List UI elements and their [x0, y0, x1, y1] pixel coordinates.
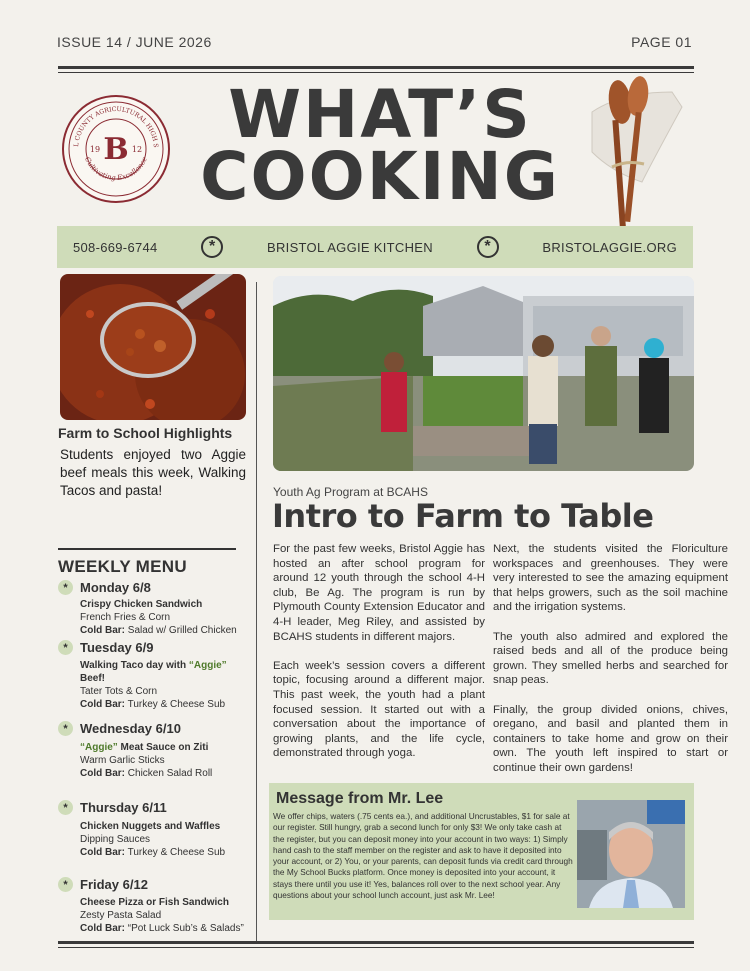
menu-day-wednesday: [58, 721, 181, 736]
article-paragraph: The youth also admired and explored the raised beds and all of the produce being grown. They smelled herbs and searched for snap peas.: [493, 630, 728, 687]
masthead-title: [170, 76, 590, 215]
chili-photo: [60, 274, 246, 420]
menu-main: Crispy Chicken Sandwich: [80, 599, 203, 610]
menu-main-pre: Walking Taco day with: [80, 660, 189, 671]
menu-day-tuesday: [58, 640, 153, 655]
cold-bar-label: Cold Bar:: [80, 625, 125, 636]
cold-bar-label: Cold Bar:: [80, 699, 125, 710]
day-label: Wednesday 6/10: [80, 721, 181, 736]
menu-side: Tater Tots & Corn: [80, 686, 158, 697]
message-title: Message from Mr. Lee: [276, 790, 444, 807]
kitchen-name: BRISTOL AGGIE KITCHEN: [267, 239, 433, 255]
seal-monogram: B: [103, 132, 129, 167]
menu-items-thursday: [80, 820, 248, 859]
day-label: Tuesday 6/9: [80, 640, 154, 655]
seal-logo: [64, 97, 168, 201]
menu-title: WEEKLY MENU: [58, 557, 187, 576]
article-paragraph: Finally, the group divided onions, chives, oregano, and basil and planted them in containers to take home and grow on their own. The youth left inspired to start or continue their own gardens!: [493, 703, 728, 774]
menu-side: Dipping Sauces: [80, 834, 151, 845]
bottom-rule: [58, 941, 694, 944]
issue-label: ISSUE 14 / JUNE 2026: [57, 34, 212, 50]
title-line-1: WHAT’S: [228, 76, 532, 153]
menu-cold: Turkey & Cheese Sub: [127, 699, 226, 710]
menu-side: French Fries & Corn: [80, 612, 171, 623]
menu-main: [80, 741, 248, 754]
menu-cold: Turkey & Cheese Sub: [127, 847, 226, 858]
asterisk-icon: *: [58, 721, 73, 736]
page-number: PAGE 01: [631, 34, 692, 50]
article-headline: Intro to Farm to Table: [272, 497, 654, 535]
wooden-spoons-illustration: [582, 72, 692, 232]
message-text: We offer chips, waters (.75 cents ea.), and additional Uncrustables, $1 for sale at our register. Still hungry, grab a second lunch for only $3! We only take cash at the register, but you can deposit money into your account in two ways: 1) Simply hand cash to the staff member on the register and ask to have it deposited into your account, or 2) You, or your parents, can deposit funds via credit card through the My School Bucks platform. Once money is deposited into your account, it stays there until you use it! Yes, balances roll over to the next school year. Any questions about your school lunch account, just ask Mr. Lee!: [273, 811, 573, 901]
cold-bar-label: Cold Bar:: [80, 768, 125, 779]
day-label: Thursday 6/11: [80, 800, 167, 815]
seal-bottom-text: Cultivating Excellence: [83, 155, 149, 183]
aggie-highlight: “Aggie”: [188, 660, 227, 671]
menu-main-post: Meat Sauce on Ziti: [117, 742, 209, 753]
highlights-title: Farm to School Highlights: [58, 425, 233, 441]
article-paragraph: Each week’s session covers a different topic, focusing around a different major. This past week, the youth had a plant focused session. It started out with a conversation about the importance of growing plants, and the life cycle, demonstrated through yoga.: [273, 659, 485, 760]
contact-banner: [57, 226, 693, 268]
seal-year-left: 19: [89, 145, 101, 154]
asterisk-circle-icon: *: [477, 236, 499, 258]
menu-main: [80, 659, 248, 685]
mr-lee-photo: [577, 800, 685, 908]
school-seal: [62, 95, 170, 203]
day-label: Monday 6/8: [80, 580, 151, 595]
day-label: Friday 6/12: [80, 877, 148, 892]
website-link[interactable]: BRISTOLAGGIE.ORG: [542, 239, 677, 255]
aggie-highlight: “Aggie”: [80, 742, 118, 753]
menu-side: Zesty Pasta Salad: [80, 910, 162, 921]
menu-items-friday: [80, 896, 248, 935]
asterisk-icon: *: [58, 640, 73, 655]
menu-cold: Chicken Salad Roll: [127, 768, 213, 779]
menu-main-post: Beef!: [80, 673, 106, 684]
garden-photo: [273, 276, 694, 471]
menu-day-thursday: [58, 800, 167, 815]
article-kicker: Youth Ag Program at BCAHS: [273, 485, 428, 499]
menu-side: Warm Garlic Sticks: [80, 755, 165, 766]
menu-cold: “Pot Luck Sub’s & Salads”: [127, 923, 244, 934]
seal-top-text: L COUNTY AGRICULTURAL HIGH S: [73, 105, 160, 148]
title-line-2: COOKING: [200, 138, 560, 215]
menu-rule: [58, 548, 236, 550]
menu-items-tuesday: [80, 659, 248, 711]
asterisk-icon: *: [58, 800, 73, 815]
asterisk-icon: *: [58, 877, 73, 892]
menu-main: Chicken Nuggets and Waffles: [80, 821, 221, 832]
article-column-1: [273, 542, 485, 776]
asterisk-icon: *: [58, 580, 73, 595]
bottom-rule-thin: [58, 947, 694, 948]
highlights-text: Students enjoyed two Aggie beef meals this week, Walking Tacos and pasta!: [60, 447, 246, 498]
menu-day-monday: [58, 580, 151, 595]
seal-year-right: 12: [131, 145, 143, 154]
top-rule: [58, 66, 694, 69]
menu-items-wednesday: [80, 741, 248, 780]
menu-main: Cheese Pizza or Fish Sandwich: [80, 897, 229, 908]
menu-items-monday: [80, 598, 248, 637]
asterisk-circle-icon: *: [201, 236, 223, 258]
cold-bar-label: Cold Bar:: [80, 923, 125, 934]
article-column-2: [493, 542, 728, 790]
menu-day-friday: [58, 877, 148, 892]
phone-number[interactable]: 508-669-6744: [73, 239, 158, 255]
cold-bar-label: Cold Bar:: [80, 847, 125, 858]
column-divider: [256, 282, 257, 942]
article-paragraph: Next, the students visited the Floriculture workspaces and greenhouses. They were very interested to see the amazing equipment that helps growers, such as the soil machine and the irrigation systems.: [493, 543, 728, 614]
menu-cold: Salad w/ Grilled Chicken: [127, 625, 237, 636]
article-paragraph: For the past few weeks, Bristol Aggie has hosted an after school program for around 12 youth through the school 4-H club, Be Ag. The program is run by Plymouth County Extension Educator and 4-H leader, Meg Riley, and assisted by BCAHS students in different majors.: [273, 543, 485, 643]
